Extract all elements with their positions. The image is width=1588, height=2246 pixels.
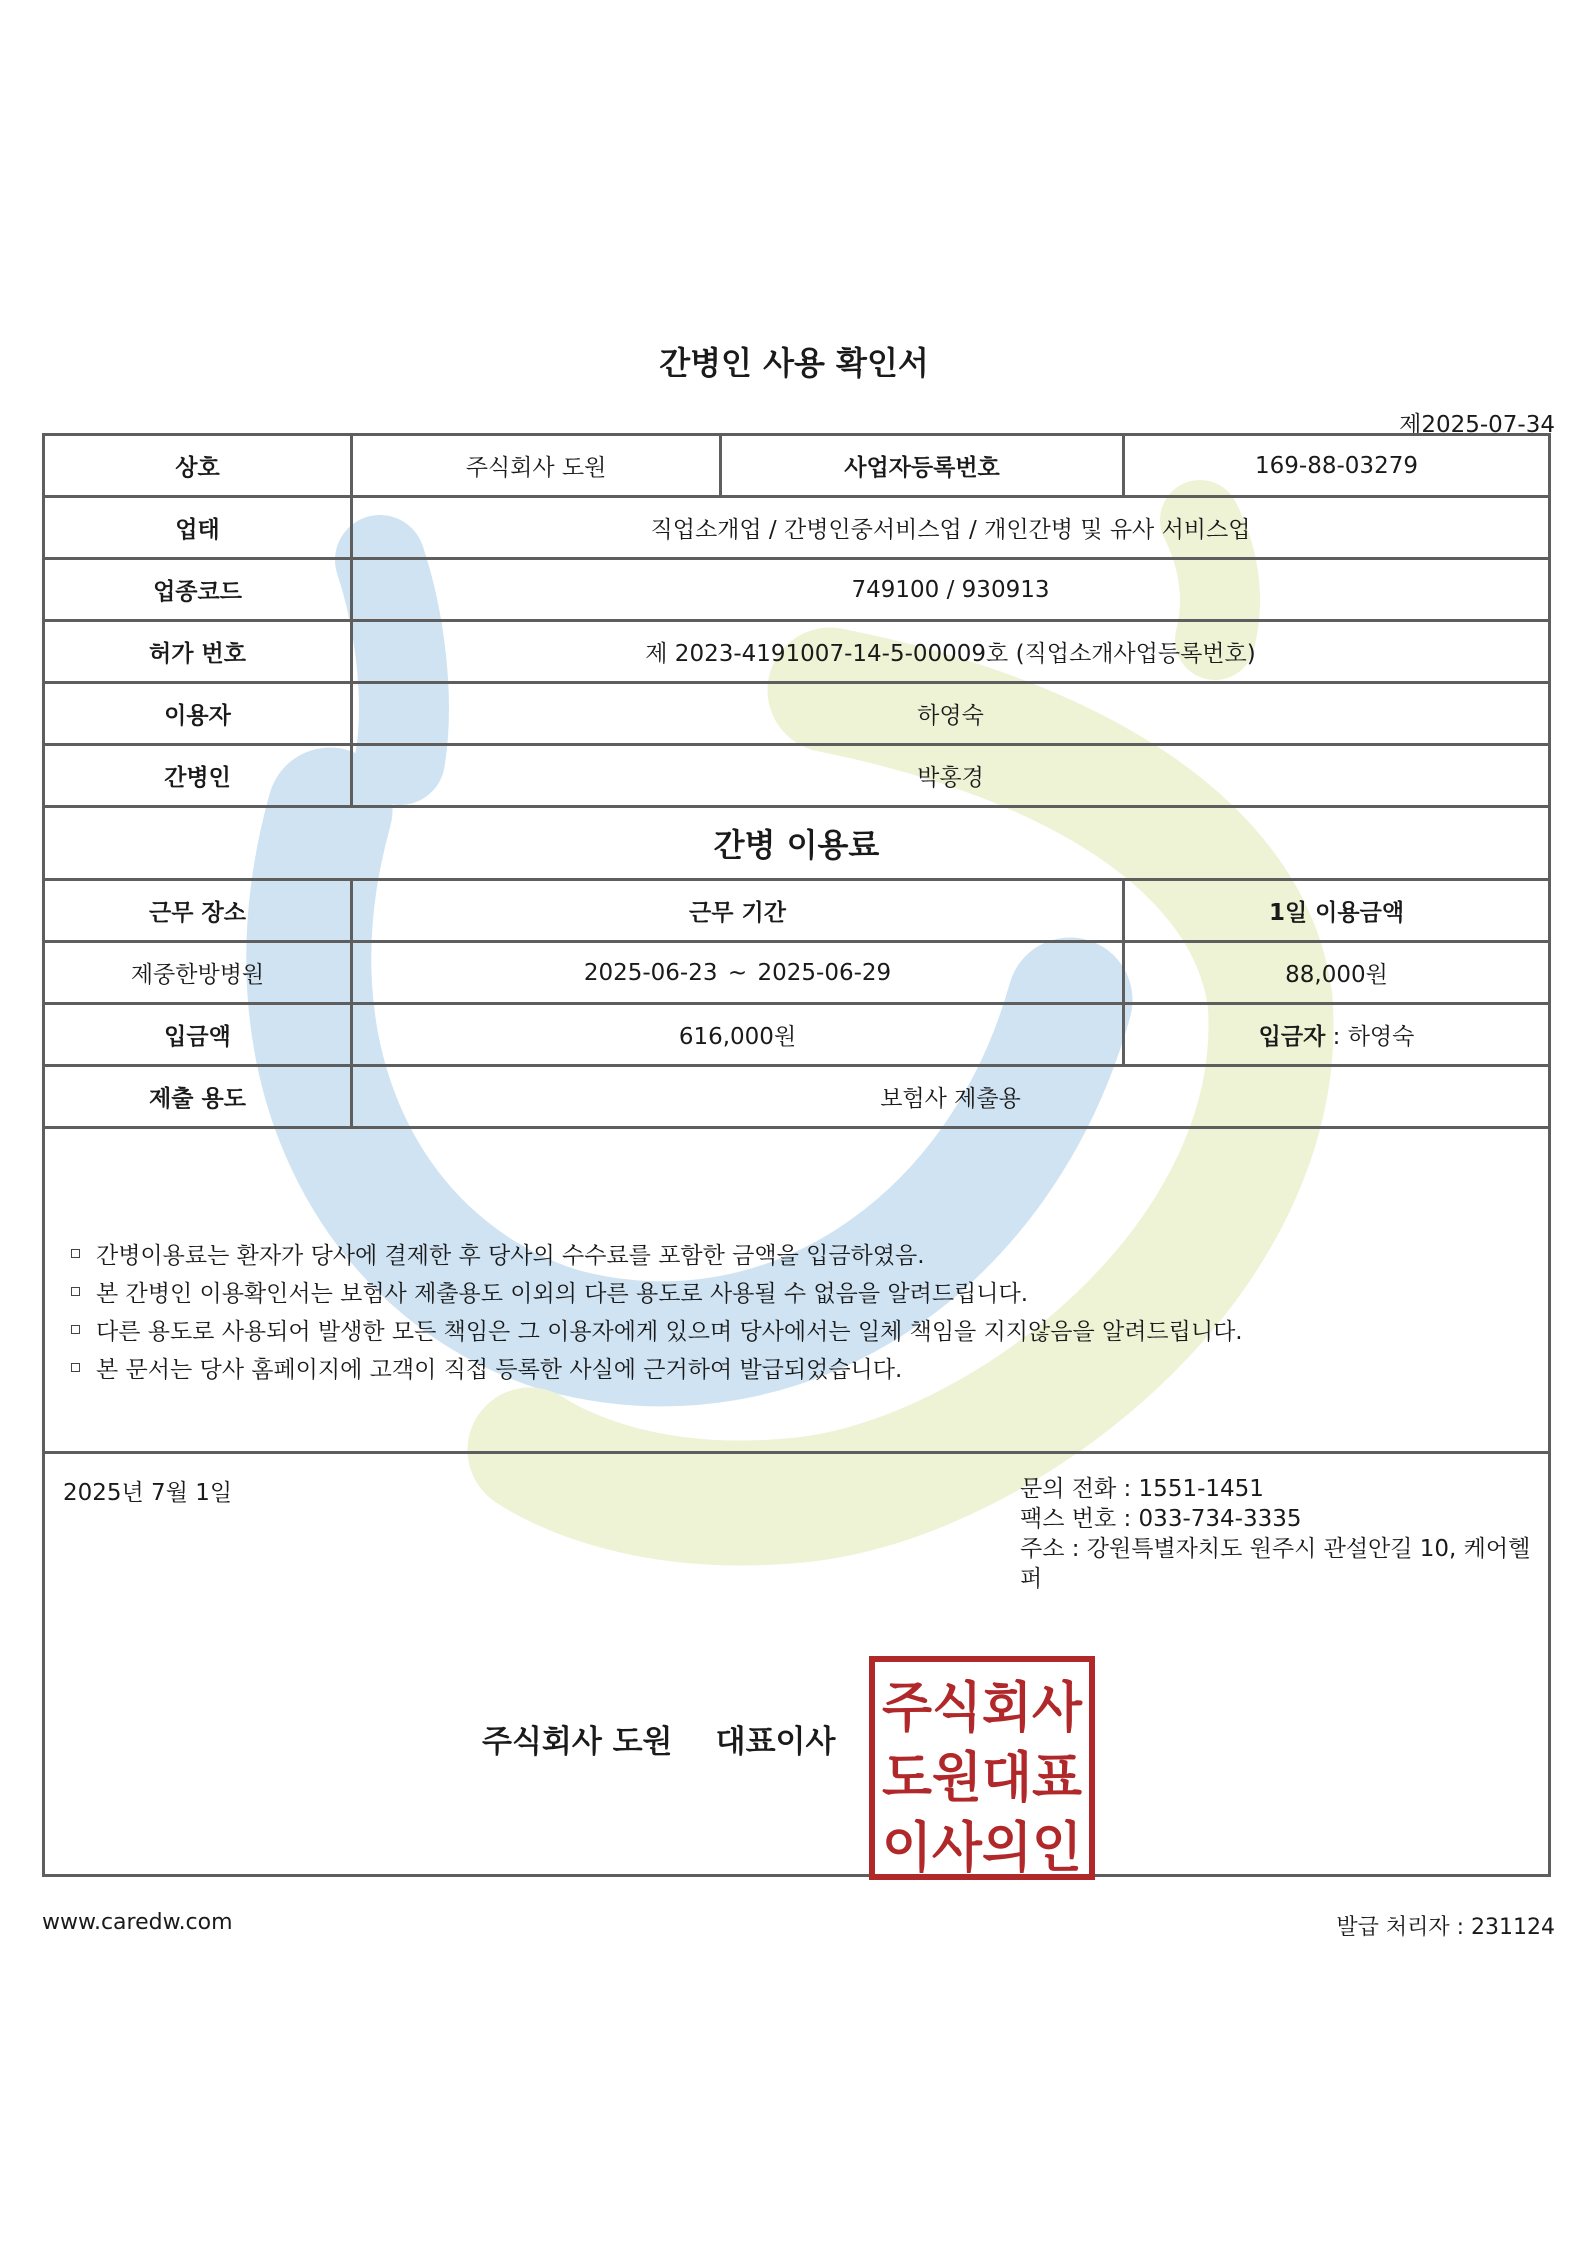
license-label: 허가 번호 xyxy=(44,621,352,683)
deposit-value: 616,000원 xyxy=(352,1004,1124,1066)
caregiver-label: 간병인 xyxy=(44,745,352,807)
workplace-label: 근무 장소 xyxy=(44,880,352,942)
period-separator: ~ xyxy=(727,959,748,986)
license-value: 제 2023-4191007-14-5-00009호 (직업소개사업등록번호) xyxy=(352,621,1550,683)
depositor-colon: : xyxy=(1325,1024,1348,1050)
list-item: 간병이용료는 환자가 당사에 결제한 후 당사의 수수료를 포함한 금액을 입금하였음. xyxy=(71,1237,1548,1275)
contact-info xyxy=(1020,1474,1548,1594)
seal-line: 이사의인 xyxy=(882,1816,1082,1879)
document-number: 제2025-07-34 xyxy=(1399,412,1555,438)
industry-code-label: 업종코드 xyxy=(44,559,352,621)
period-label: 근무 기간 xyxy=(352,880,1124,942)
website-url: www.caredw.com xyxy=(42,1910,233,1935)
workplace-value: 제중한방병원 xyxy=(44,942,352,1004)
table-row xyxy=(44,1453,1550,1876)
deposit-label: 입금액 xyxy=(44,1004,352,1066)
company-value: 주식회사 도원 xyxy=(352,435,721,497)
certificate-table xyxy=(42,433,1551,1877)
company-signature: 주식회사 도원 대표이사 xyxy=(482,1724,836,1760)
address: 주소 : 강원특별자치도 원주시 관설안길 10, 케어헬퍼 xyxy=(1020,1536,1531,1592)
notes-list xyxy=(45,1129,1548,1389)
company-label: 상호 xyxy=(44,435,352,497)
table-row xyxy=(44,559,1550,621)
depositor-value: 하영숙 xyxy=(1347,1024,1415,1050)
business-type-label: 업태 xyxy=(44,497,352,559)
period-start: 2025-06-23 xyxy=(583,959,718,986)
table-row xyxy=(44,1128,1550,1453)
depositor-label: 입금자 xyxy=(1258,1024,1326,1050)
user-label: 이용자 xyxy=(44,683,352,745)
table-row xyxy=(44,1066,1550,1128)
period-value xyxy=(352,942,1124,1004)
seal-line: 주식회사 xyxy=(882,1676,1083,1739)
table-row xyxy=(44,683,1550,745)
issue-handler: 발급 처리자 : 231124 xyxy=(1336,1915,1555,1940)
purpose-value: 보험사 제출용 xyxy=(352,1066,1550,1128)
table-row xyxy=(44,745,1550,807)
notes-cell xyxy=(44,1128,1550,1453)
caregiver-value: 박홍경 xyxy=(352,745,1550,807)
table-row xyxy=(44,621,1550,683)
biz-reg-label: 사업자등록번호 xyxy=(721,435,1124,497)
fax: 팩스 번호 : 033-734-3335 xyxy=(1020,1506,1302,1532)
footer-cell xyxy=(44,1453,1550,1879)
daily-fee-value: 88,000원 xyxy=(1124,942,1550,1004)
user-value: 하영숙 xyxy=(352,683,1550,745)
table-row xyxy=(44,942,1550,1004)
biz-reg-value: 169-88-03279 xyxy=(1124,435,1550,497)
daily-fee-label: 1일 이용금액 xyxy=(1124,880,1550,942)
table-row xyxy=(44,807,1550,880)
fee-section-title: 간병 이용료 xyxy=(44,807,1550,880)
document-title: 간병인 사용 확인서 xyxy=(659,344,929,382)
industry-code-value: 749100 / 930913 xyxy=(352,559,1550,621)
business-type-value: 직업소개업 / 간병인중서비스업 / 개인간병 및 유사 서비스업 xyxy=(352,497,1550,559)
table-row xyxy=(44,1004,1550,1066)
issue-date: 2025년 7월 1일 xyxy=(63,1480,233,1506)
list-item: 다른 용도로 사용되어 발생한 모든 책임은 그 이용자에게 있으며 당사에서는 일체 책임을 지지않음을 알려드립니다. xyxy=(71,1313,1548,1351)
table-row xyxy=(44,880,1550,942)
phone: 문의 전화 : 1551-1451 xyxy=(1020,1476,1264,1502)
table-row xyxy=(44,497,1550,559)
list-item: 본 문서는 당사 홈페이지에 고객이 직접 등록한 사실에 근거하여 발급되었습니다. xyxy=(71,1351,1548,1389)
period-end: 2025-06-29 xyxy=(757,959,892,986)
depositor-cell xyxy=(1124,1004,1550,1066)
list-item: 본 간병인 이용확인서는 보험사 제출용도 이외의 다른 용도로 사용될 수 없음을 알려드립니다. xyxy=(71,1275,1548,1313)
purpose-label: 제출 용도 xyxy=(44,1066,352,1128)
seal-line: 도원대표 xyxy=(882,1746,1082,1809)
table-row xyxy=(44,435,1550,497)
company-seal-icon xyxy=(869,1656,1095,1880)
